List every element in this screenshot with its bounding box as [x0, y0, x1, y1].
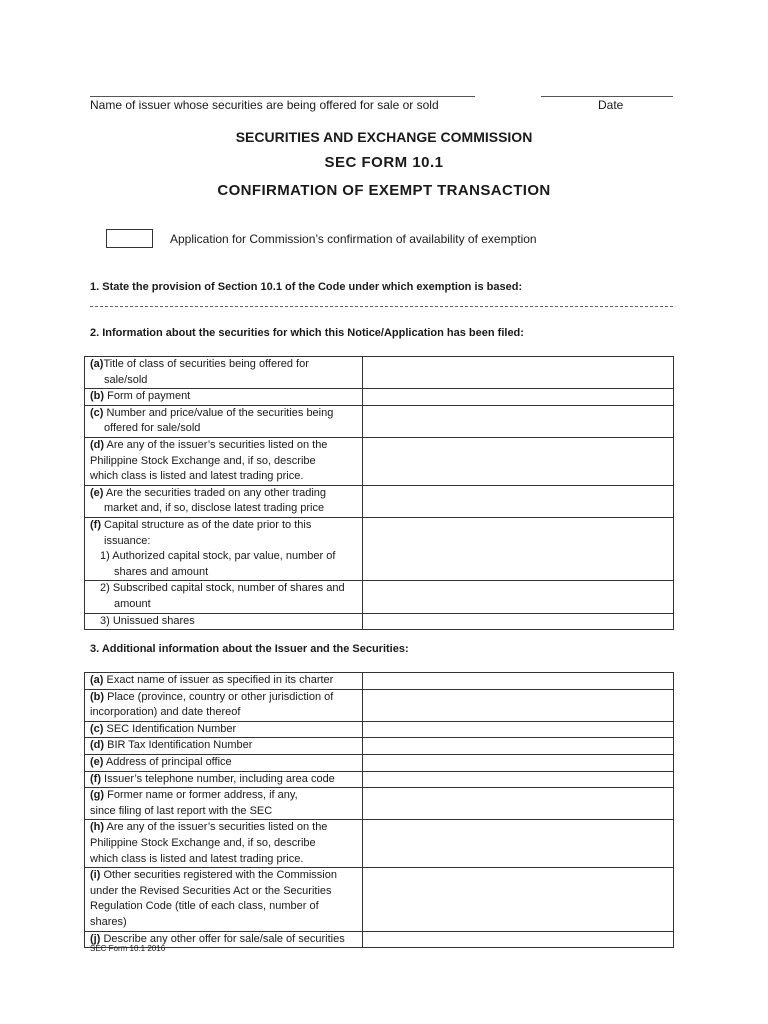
answer-field[interactable]: [363, 689, 674, 721]
answer-field[interactable]: [363, 581, 674, 613]
row-label: [85, 613, 363, 630]
row-label-line: [90, 690, 356, 706]
table-row: [85, 721, 674, 738]
row-text: market and, if so, disclose latest trading price: [104, 502, 325, 515]
table-row: [85, 868, 674, 931]
row-tag: (d): [90, 438, 105, 451]
row-label-line: [90, 486, 356, 502]
table-row: [85, 673, 674, 690]
row-label: [85, 689, 363, 721]
row-label-line: [90, 565, 356, 581]
row-label: [85, 771, 363, 788]
row-text: sale/sold: [104, 373, 148, 386]
row-text: issuance:: [104, 534, 151, 547]
row-label-line: [90, 438, 356, 454]
row-label-line: [90, 820, 356, 836]
row-label-line: [90, 705, 356, 721]
row-text: offered for sale/sold: [104, 422, 201, 435]
section-1-heading: 1. State the provision of Section 10.1 of the Code under which exemption is based:: [90, 281, 523, 293]
row-text: shares): [90, 915, 127, 928]
answer-field[interactable]: [363, 931, 674, 948]
answer-field[interactable]: [363, 868, 674, 931]
row-label-line: [90, 549, 356, 565]
table-row: [85, 389, 674, 406]
row-label-line: [90, 518, 356, 534]
answer-field[interactable]: [363, 721, 674, 738]
row-label-line: [90, 836, 356, 852]
answer-field[interactable]: [363, 517, 674, 580]
row-text: Capital structure as of the date prior to this: [101, 518, 312, 531]
row-label-line: [90, 406, 356, 422]
row-label-line: [90, 915, 356, 931]
row-tag: (b): [90, 690, 105, 703]
row-tag: (g): [90, 789, 105, 802]
row-label-line: [90, 673, 356, 689]
answer-field[interactable]: [363, 437, 674, 485]
row-label-line: [90, 899, 356, 915]
row-label-line: [90, 852, 356, 868]
row-text: Address of principal office: [103, 755, 232, 768]
agency-title: SECURITIES AND EXCHANGE COMMISSION: [235, 129, 533, 145]
table-row: [85, 405, 674, 437]
row-tag: (c): [90, 722, 104, 735]
answer-field[interactable]: [363, 357, 674, 389]
exemption-provision-line[interactable]: [90, 306, 673, 307]
row-text: Number and price/value of the securities being: [103, 406, 334, 419]
row-text: Are any of the issuer’s securities listed on the: [104, 821, 328, 834]
answer-field[interactable]: [363, 485, 674, 517]
row-label: [85, 405, 363, 437]
row-label-line: [90, 373, 356, 389]
row-label-line: [90, 597, 356, 613]
row-tag: (b): [90, 390, 105, 403]
answer-field[interactable]: [363, 673, 674, 690]
answer-field[interactable]: [363, 788, 674, 820]
row-text: 2) Subscribed capital stock, number of shares and: [100, 582, 345, 595]
row-tag: (c): [90, 406, 104, 419]
row-text: shares and amount: [114, 565, 209, 578]
row-label: [85, 820, 363, 868]
row-text: Other securities registered with the Commission: [100, 869, 337, 882]
row-text: Are any of the issuer’s securities listed on the: [104, 438, 328, 451]
row-label: [85, 721, 363, 738]
row-label: [85, 738, 363, 755]
row-text: amount: [114, 597, 151, 610]
row-text: Philippine Stock Exchange and, if so, describe: [90, 836, 316, 849]
application-checkbox[interactable]: [106, 229, 153, 248]
row-label: [85, 673, 363, 690]
table-row: [85, 788, 674, 820]
row-label-line: [90, 738, 356, 754]
table-row: [85, 689, 674, 721]
securities-info-table: [84, 356, 674, 630]
date-label: Date: [598, 98, 624, 112]
form-footer: SEC Form 10.1 2016: [90, 944, 166, 953]
table-row: [85, 754, 674, 771]
row-label-line: [90, 788, 356, 804]
table-row: [85, 485, 674, 517]
table-row: [85, 613, 674, 630]
row-text: under the Revised Securities Act or the Securities: [90, 884, 332, 897]
row-label: [85, 788, 363, 820]
subject-title: CONFIRMATION OF EXEMPT TRANSACTION: [217, 182, 551, 199]
row-label-line: [90, 755, 356, 771]
row-label-line: [90, 501, 356, 517]
row-label-line: [90, 614, 356, 630]
row-label-line: [90, 804, 356, 820]
table-row: [85, 738, 674, 755]
row-label-line: [90, 421, 356, 437]
row-tag: (f): [90, 772, 101, 785]
table-row: [85, 357, 674, 389]
row-label-line: [90, 868, 356, 884]
row-label: [85, 754, 363, 771]
table-row: [85, 437, 674, 485]
table-row: [85, 931, 674, 948]
row-text: since filing of last report with the SEC: [90, 804, 273, 817]
table-row: [85, 581, 674, 613]
answer-field[interactable]: [363, 613, 674, 630]
section-3-heading: 3. Additional information about the Issuer and the Securities:: [90, 643, 409, 655]
row-label: [85, 357, 363, 389]
row-text: Describe any other offer for sale/sale of securities: [100, 932, 345, 945]
row-tag: (e): [90, 486, 104, 499]
row-tag: (e): [90, 755, 104, 768]
row-text: Form of payment: [104, 390, 191, 403]
answer-field[interactable]: [363, 771, 674, 788]
row-text: SEC Identification Number: [103, 722, 237, 735]
row-label-line: [90, 581, 356, 597]
issuer-info-table: [84, 672, 674, 948]
form-title: SEC FORM 10.1: [324, 154, 444, 171]
row-label: [85, 517, 363, 580]
section-2-heading: 2. Information about the securities for which this Notice/Application has been filed:: [90, 327, 524, 339]
row-label-line: [90, 534, 356, 550]
row-label-line: [90, 722, 356, 738]
row-label: [85, 868, 363, 931]
row-label-line: [90, 884, 356, 900]
issuer-name-label: Name of issuer whose securities are being offered for sale or sold: [90, 98, 439, 112]
row-text: Regulation Code (title of each class, number of: [90, 900, 319, 913]
answer-field[interactable]: [363, 389, 674, 406]
row-text: which class is listed and latest trading price.: [90, 852, 304, 865]
issuer-name-line[interactable]: [90, 96, 475, 97]
table-row: [85, 771, 674, 788]
row-text: Title of class of securities being offered for: [103, 358, 309, 370]
answer-field[interactable]: [363, 754, 674, 771]
row-tag: (h): [90, 821, 105, 834]
row-text: 3) Unissued shares: [100, 614, 195, 627]
row-text: BIR Tax Identification Number: [104, 739, 253, 752]
answer-field[interactable]: [363, 738, 674, 755]
row-text: incorporation) and date thereof: [90, 706, 241, 719]
row-text: Philippine Stock Exchange and, if so, describe: [90, 454, 316, 467]
row-label-line: [90, 357, 356, 373]
row-tag: (j): [90, 932, 101, 945]
row-tag: (a): [90, 674, 104, 686]
row-tag: (a): [90, 358, 104, 370]
answer-field[interactable]: [363, 405, 674, 437]
answer-field[interactable]: [363, 820, 674, 868]
row-text: Place (province, country or other jurisdiction of: [104, 690, 334, 703]
row-label: [85, 389, 363, 406]
row-tag: (i): [90, 869, 101, 882]
row-text: Former name or former address, if any,: [104, 789, 298, 802]
row-label-line: [90, 469, 356, 485]
row-text: Exact name of issuer as specified in its charter: [103, 674, 334, 686]
row-label: [85, 437, 363, 485]
row-text: Are the securities traded on any other trading: [103, 486, 327, 499]
row-tag: (f): [90, 518, 101, 531]
date-line[interactable]: [541, 96, 673, 97]
row-tag: (d): [90, 739, 105, 752]
row-label: [85, 485, 363, 517]
row-label-line: [90, 772, 356, 788]
row-label-line: [90, 389, 356, 405]
table-row: [85, 517, 674, 580]
row-label-line: [90, 454, 356, 470]
row-text: 1) Authorized capital stock, par value, number of: [100, 550, 336, 563]
application-label: Application for Commission’s confirmation of availability of exemption: [170, 232, 537, 246]
row-text: which class is listed and latest trading price.: [90, 470, 304, 483]
table-row: [85, 820, 674, 868]
row-text: Issuer’s telephone number, including area code: [101, 772, 335, 785]
row-label: [85, 581, 363, 613]
